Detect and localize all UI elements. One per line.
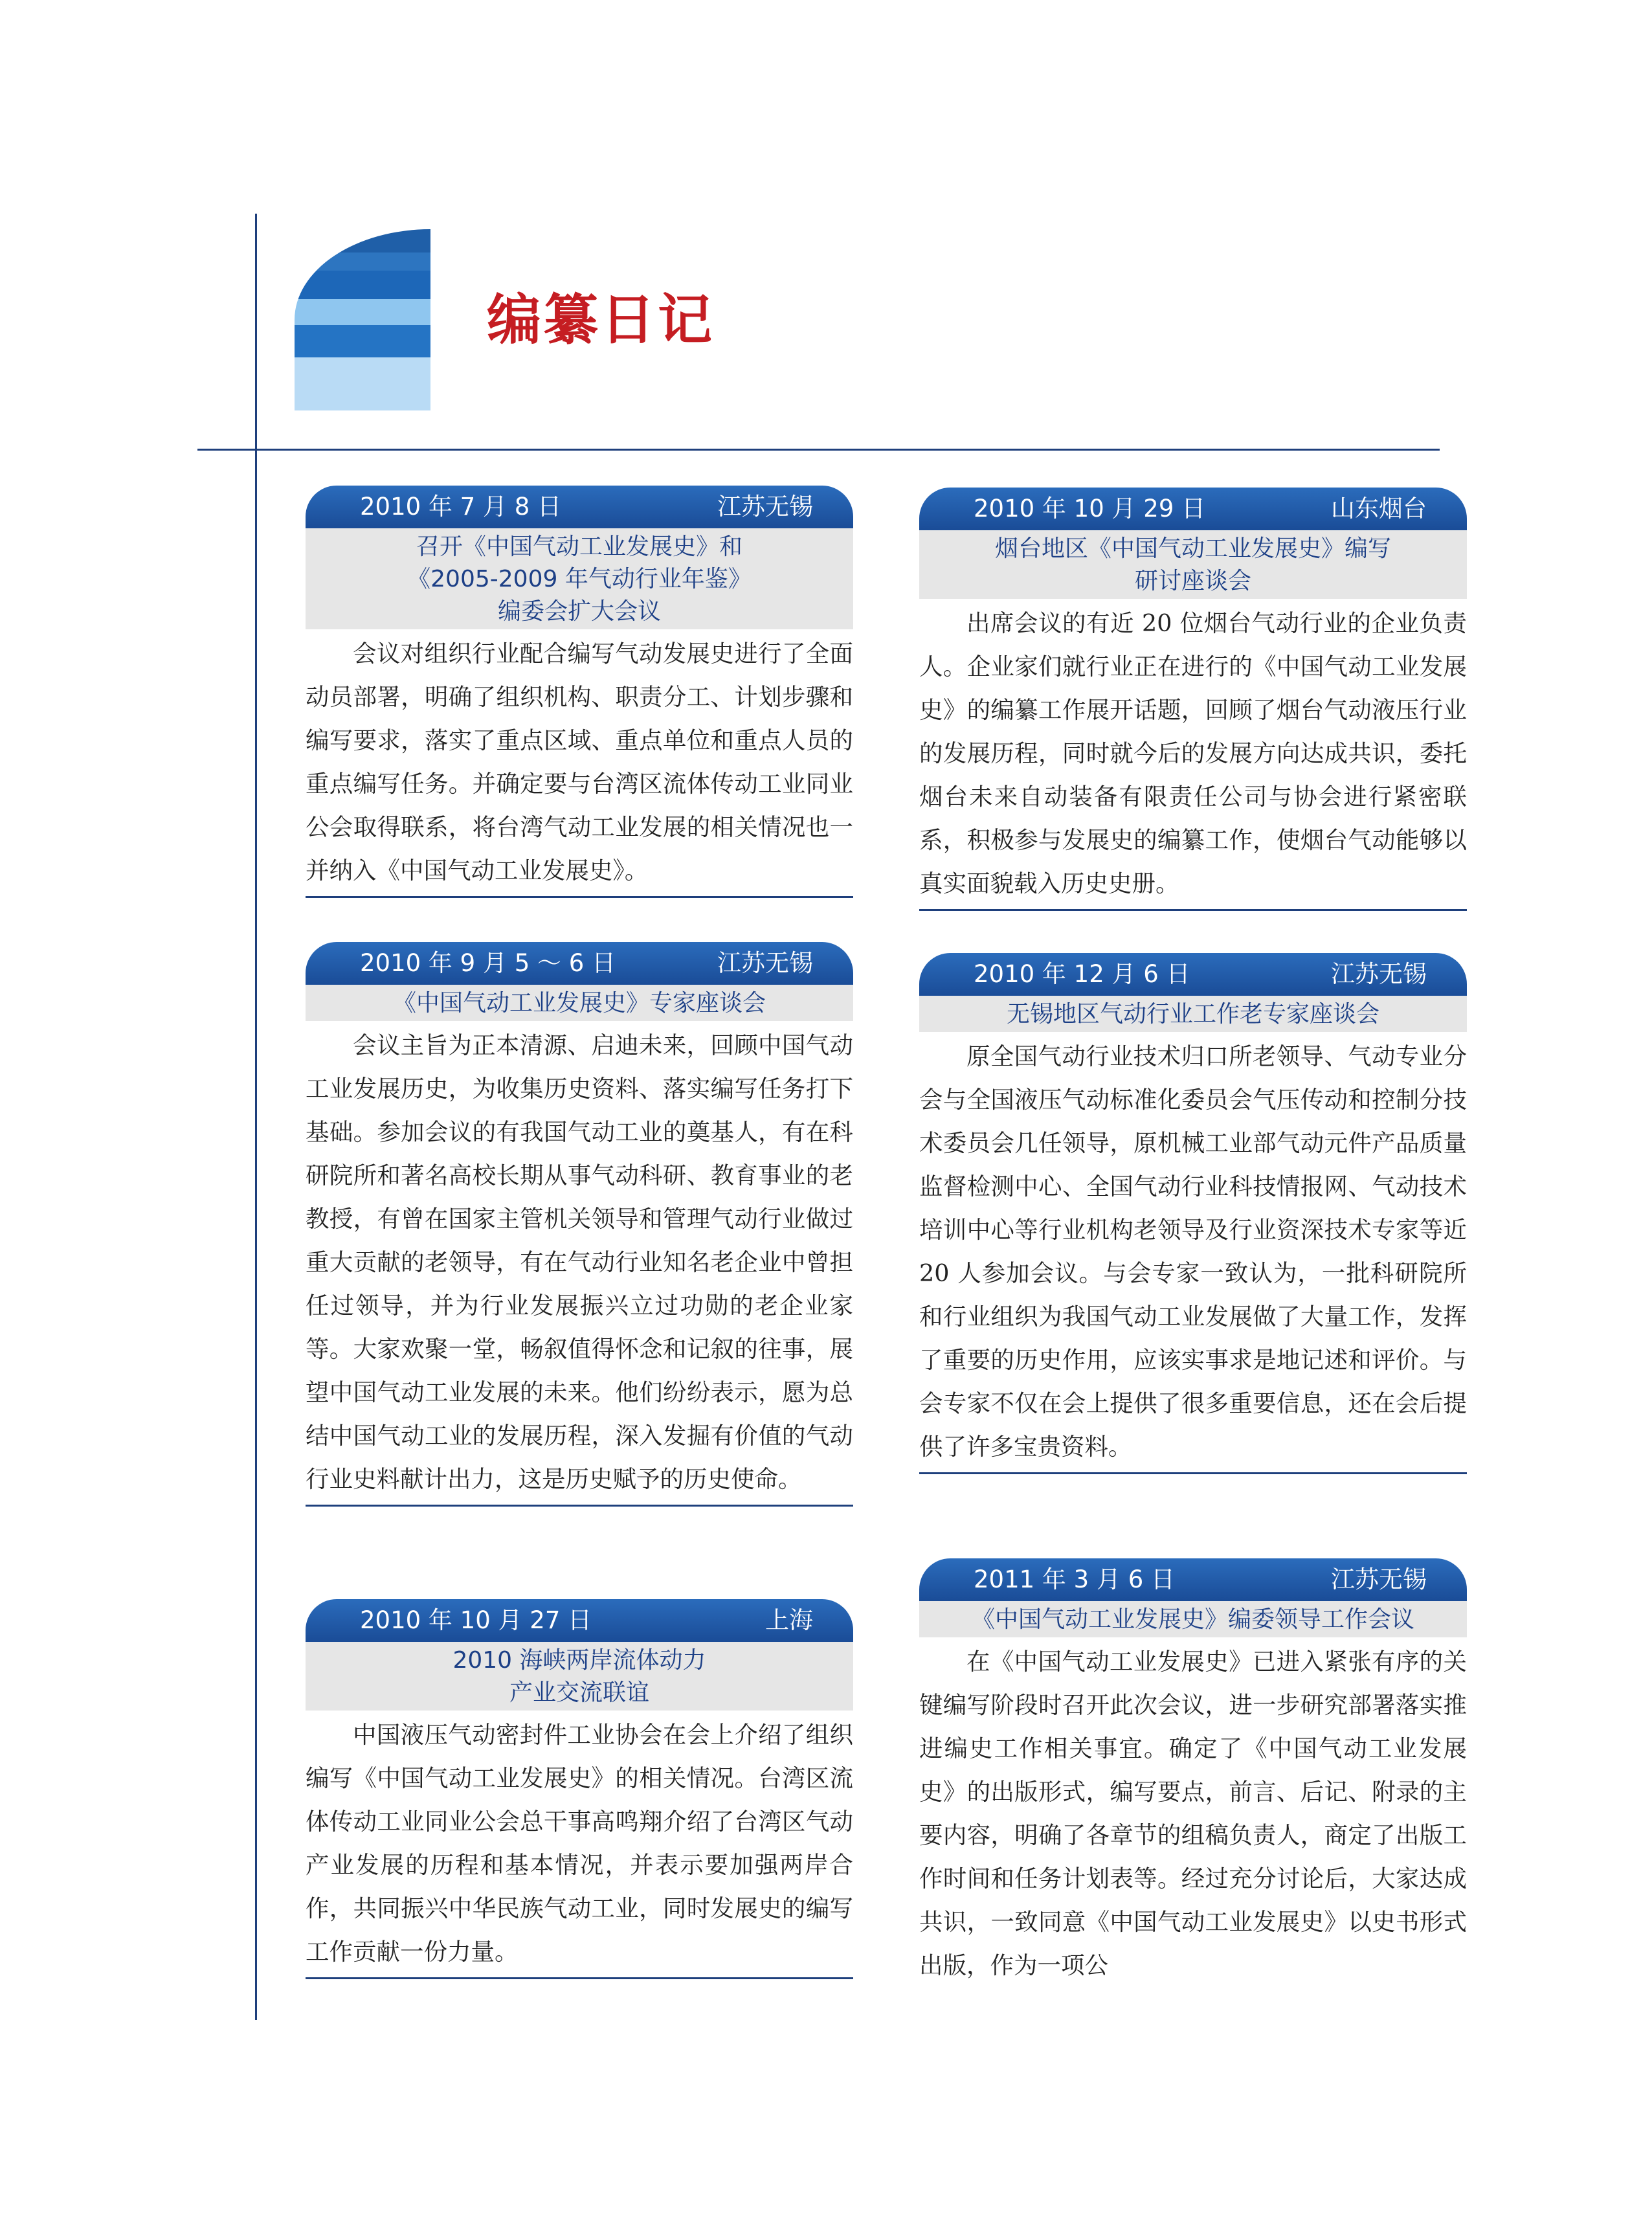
entry-title-line: 烟台地区《中国气动工业发展史》编写 xyxy=(994,535,1391,562)
section-decoration-icon xyxy=(295,229,430,410)
entry-title xyxy=(306,1642,853,1711)
horizontal-rule xyxy=(197,449,1440,451)
vertical-rule xyxy=(255,214,257,2020)
entry-title-line: 《中国气动工业发展史》专家座谈会 xyxy=(392,990,766,1016)
entry-title xyxy=(306,528,853,629)
section-title: 编纂日记 xyxy=(487,288,715,352)
diary-entry-1 xyxy=(306,486,853,898)
entry-date: 2010 年 7 月 8 日 xyxy=(360,493,562,521)
entry-title-line: 编委会扩大会议 xyxy=(497,598,661,625)
entry-header xyxy=(919,953,1467,996)
entry-location: 江苏无锡 xyxy=(717,949,813,977)
diary-entry-6 xyxy=(919,1558,1467,1991)
entry-title-line: 无锡地区气动行业工作老专家座谈会 xyxy=(1006,1001,1379,1027)
entry-date: 2010 年 9 月 5 ～ 6 日 xyxy=(360,949,616,977)
diary-entry-2 xyxy=(306,942,853,1507)
entry-date: 2010 年 12 月 6 日 xyxy=(974,960,1190,988)
entry-header xyxy=(306,942,853,985)
entry-title xyxy=(919,996,1467,1032)
diary-entry-5 xyxy=(919,953,1467,1474)
entry-title xyxy=(919,530,1467,599)
entry-body: 会议对组织行业配合编写气动发展史进行了全面动员部署，明确了组织机构、职责分工、计划步骤和编写要求，落实了重点区域、重点单位和重点人员的重点编写任务。并确定要与台湾区流体传动工业同业公会取得联系，将台湾气动工业发展的相关情况也一并纳入《中国气动工业发展史》。 xyxy=(306,629,853,898)
entry-title-line: 2010 海峡两岸流体动力 xyxy=(452,1647,706,1674)
entry-title xyxy=(919,1601,1467,1637)
entry-location: 江苏无锡 xyxy=(1331,1565,1427,1593)
entry-date: 2011 年 3 月 6 日 xyxy=(974,1565,1176,1593)
entry-body: 原全国气动行业技术归口所老领导、气动专业分会与全国液压气动标准化委员会气压传动和控制分技术委员会几任领导，原机械工业部气动元件产品质量监督检测中心、全国气动行业科技情报网、气动技术培训中心等行业机构老领导及行业资深技术专家等近 20 人参加会议。与会专家一致认为，一批科研院所和行业组织为我国气动工业发展做了大量工作，发挥了重要的历史作用，应该实事求是地记述和评价。与会专家不仅在会上提供了很多重要信息，还在会后提供了许多宝贵资料。 xyxy=(919,1032,1467,1474)
entry-date: 2010 年 10 月 29 日 xyxy=(974,495,1206,522)
entry-body: 在《中国气动工业发展史》已进入紧张有序的关键编写阶段时召开此次会议，进一步研究部署落实推进编史工作相关事宜。确定了《中国气动工业发展史》的出版形式，编写要点，前言、后记、附录的主要内容，明确了各章节的组稿负责人，商定了出版工作时间和任务计划表等。经过充分讨论后，大家达成共识，一致同意《中国气动工业发展史》以史书形式出版，作为一项公 xyxy=(919,1648,1467,1979)
entry-title-line: 召开《中国气动工业发展史》和 xyxy=(416,533,742,560)
entry-body: 中国液压气动密封件工业协会在会上介绍了组织编写《中国气动工业发展史》的相关情况。台湾区流体传动工业同业公会总干事高鸣翔介绍了台湾区气动产业发展的历程和基本情况，并表示要加强两岸合作，共同振兴中华民族气动工业，同时发展史的编写工作贡献一份力量。 xyxy=(306,1711,853,1979)
entry-title-line: 《中国气动工业发展史》编委领导工作会议 xyxy=(971,1606,1414,1633)
diary-entry-3 xyxy=(306,1599,853,1979)
entry-date: 2010 年 10 月 27 日 xyxy=(360,1606,592,1634)
entry-header xyxy=(919,1558,1467,1601)
entry-title xyxy=(306,985,853,1021)
entry-location: 江苏无锡 xyxy=(1331,960,1427,988)
diary-entry-4 xyxy=(919,488,1467,911)
entry-location: 山东烟台 xyxy=(1331,495,1427,522)
entry-body: 会议主旨为正本清源、启迪未来，回顾中国气动工业发展历史，为收集历史资料、落实编写任务打下基础。参加会议的有我国气动工业的奠基人，有在科研院所和著名高校长期从事气动科研、教育事业的老教授，有曾在国家主管机关领导和管理气动行业做过重大贡献的老领导，有在气动行业知名老企业中曾担任过领导，并为行业发展振兴立过功勋的老企业家等。大家欢聚一堂，畅叙值得怀念和记叙的往事，展望中国气动工业发展的未来。他们纷纷表示，愿为总结中国气动工业的发展历程，深入发掘有价值的气动行业史料献计出力，这是历史赋予的历史使命。 xyxy=(306,1021,853,1507)
entry-title-line: 产业交流联谊 xyxy=(509,1679,649,1706)
entry-location: 江苏无锡 xyxy=(717,493,813,521)
entry-title-line: 《2005-2009 年气动行业年鉴》 xyxy=(407,566,752,592)
entry-body: 出席会议的有近 20 位烟台气动行业的企业负责人。企业家们就行业正在进行的《中国气动工业发展史》的编纂工作展开话题，回顾了烟台气动液压行业的发展历程，同时就今后的发展方向达成共识，委托烟台未来自动装备有限责任公司与协会进行紧密联系，积极参与发展史的编纂工作，使烟台气动能够以真实面貌载入历史史册。 xyxy=(919,599,1467,911)
entry-header xyxy=(306,1599,853,1642)
entry-title-line: 研讨座谈会 xyxy=(1134,568,1251,594)
entry-location: 上海 xyxy=(765,1606,813,1634)
entry-header xyxy=(919,488,1467,530)
entry-header xyxy=(306,486,853,528)
